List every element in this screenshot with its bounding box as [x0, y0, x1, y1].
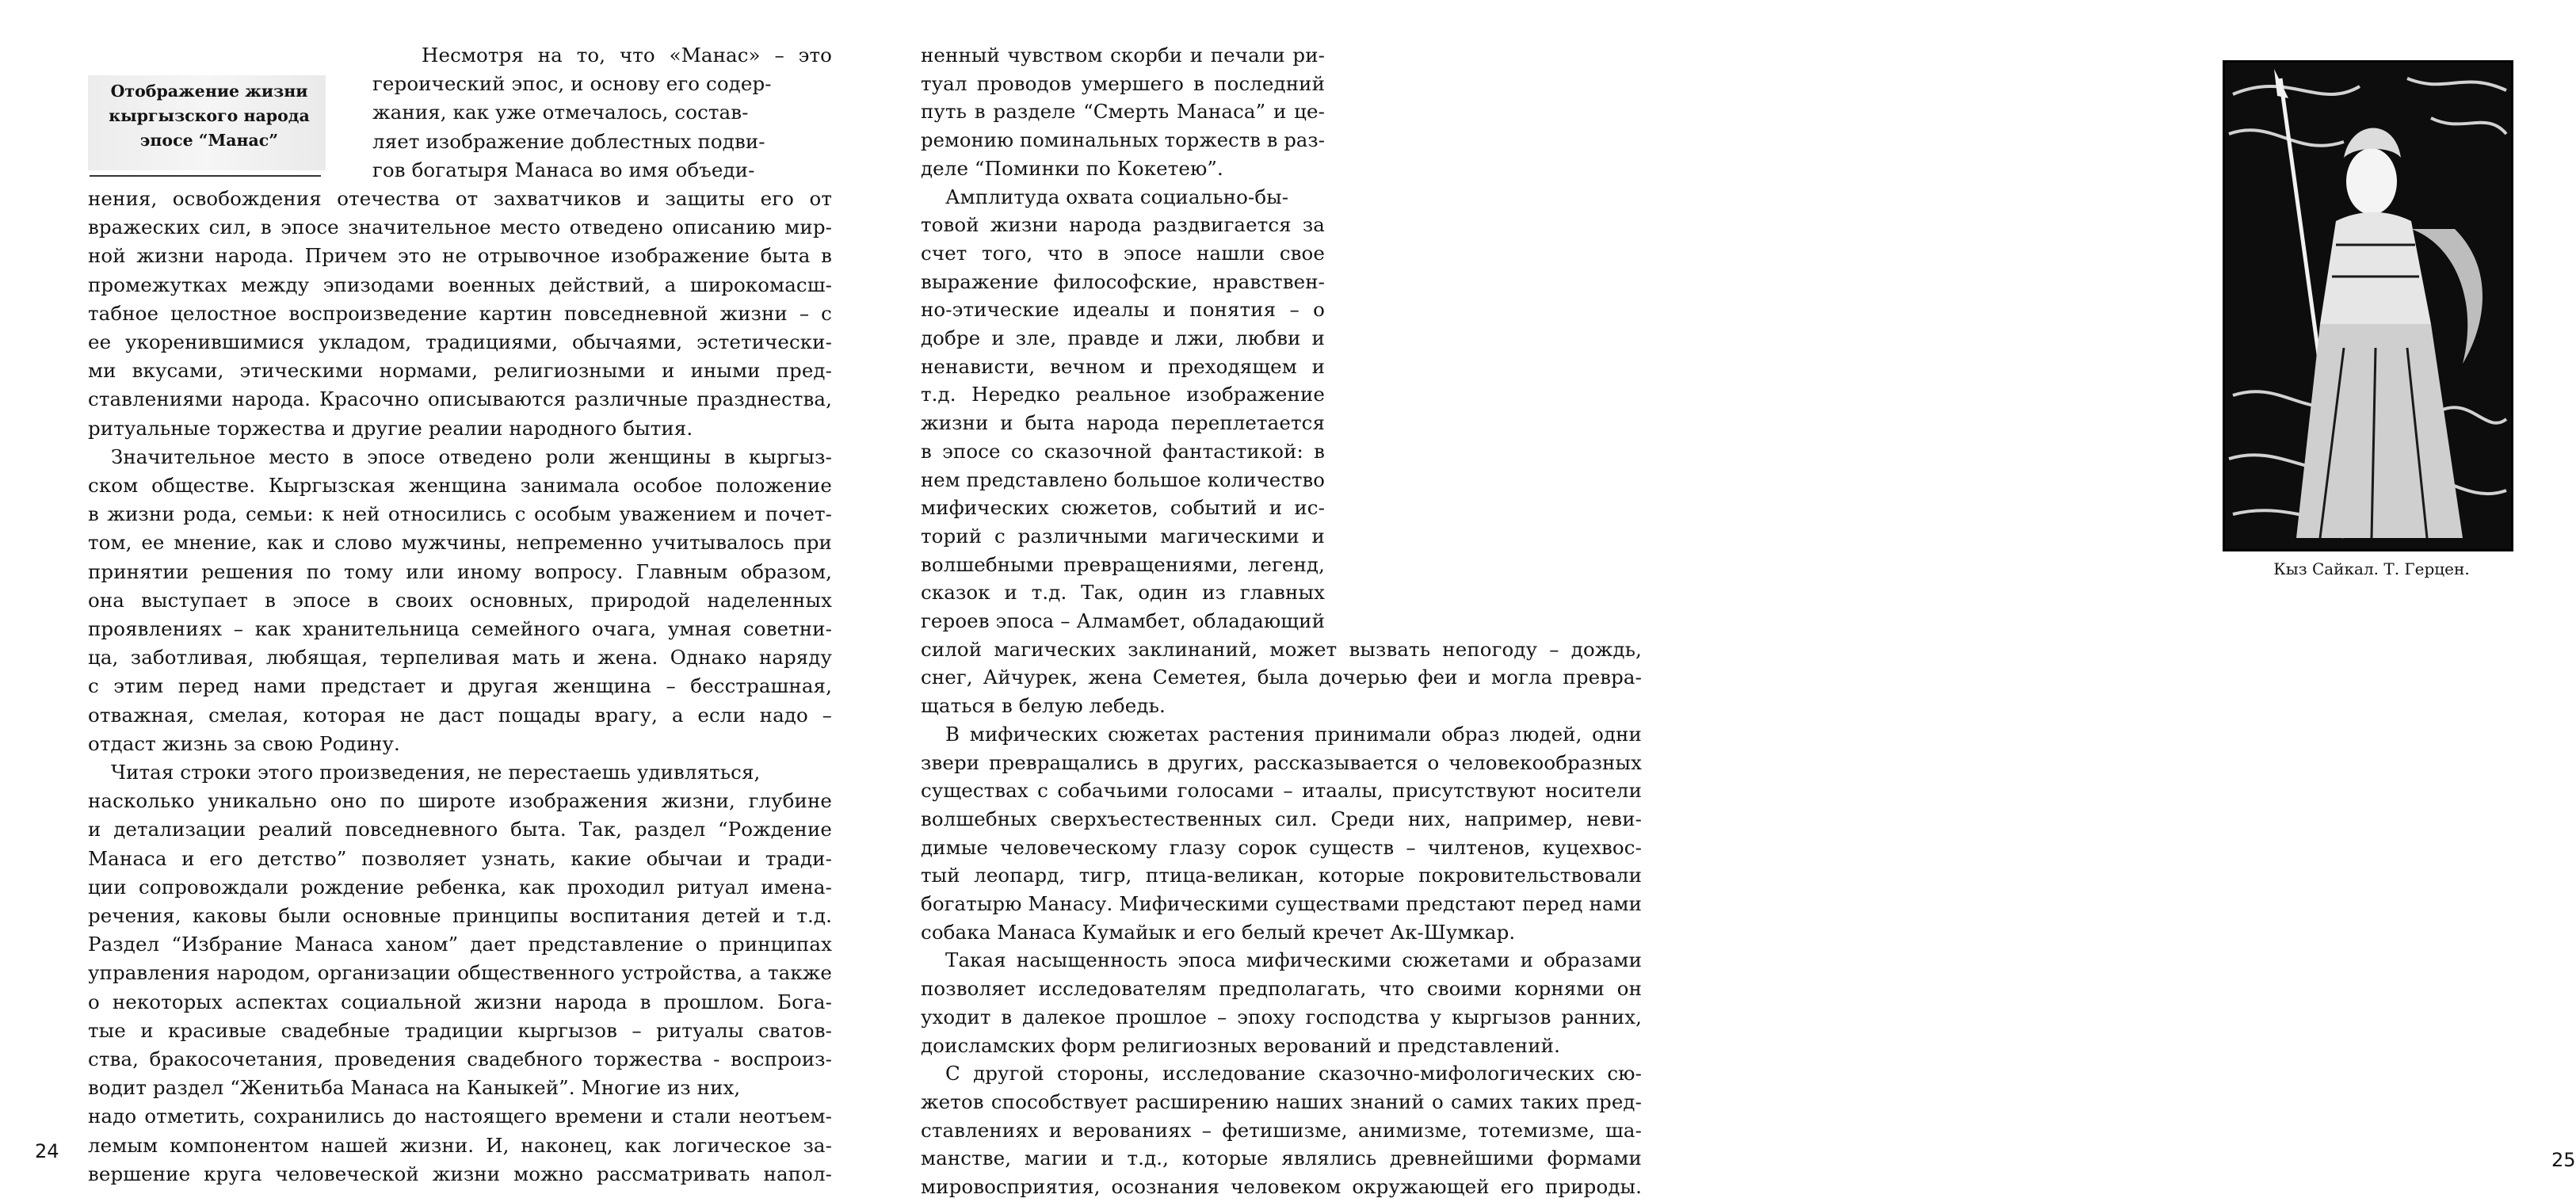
text-line: ненный чувством скорби и печали ри-	[921, 44, 1325, 67]
text-line: мировосприятия, осознания человеком окружающей его природы.	[921, 1175, 1642, 1198]
text-line: Манаса и его детство” позволяет узнать, какие обычаи и тради-	[88, 846, 832, 870]
text-line: ском обществе. Кыргызская женщина занимала особое положение	[88, 474, 832, 497]
text-line: речения, каковы были основные принципы воспитания детей и т.д.	[88, 904, 832, 927]
text-line: волшебными превращениями, легенд,	[921, 552, 1325, 576]
text-line: ставлениями народа. Красочно описываются различные празднества,	[88, 387, 832, 411]
text-line: героический эпос, и основу его содер-	[372, 72, 772, 96]
text-line: С другой стороны, исследование сказочно-мифологических сю-	[945, 1062, 1642, 1086]
text-line: ляет изображение доблестных подви-	[372, 129, 765, 153]
text-line: Раздел “Избрание Манаса ханом” дает представление о принципах	[88, 933, 832, 956]
text-line: уходит в далекое прошлое – эпоху господства у кыргызов ранних,	[921, 1005, 1642, 1028]
text-line: о некоторых аспектах социальной жизни народа в прошлом. Бога-	[88, 990, 832, 1013]
text-line: в жизни рода, семьи: к ней относились с особым уважением и почет-	[88, 502, 832, 526]
text-line: насколько уникально оно по широте изображения жизни, глубине	[88, 789, 832, 813]
text-line: богатырю Манасу. Мифическими существами предстают перед нами	[921, 892, 1642, 915]
text-line: жания, как уже отмечалось, состав-	[372, 101, 749, 124]
text-line: сказок и т.д. Так, один из главных	[921, 581, 1325, 605]
text-line: она выступает в эпосе в своих основных, природой наделенных	[88, 588, 832, 612]
text-line: ной жизни народа. Причем это не отрывочное изображение быта в	[88, 244, 832, 268]
text-line: Такая насыщенность эпоса мифическими сюжетами и образами	[945, 948, 1642, 972]
text-line: позволяет исследователям предполагать, что своими корнями он	[921, 977, 1642, 1001]
text-line: героев эпоса – Алмамбет, обладающий	[921, 609, 1325, 632]
text-line: ции сопровождали рождение ребенка, как проходил ритуал имена-	[88, 875, 832, 899]
text-line: собака Манаса Кумайык и его белый кречет Ак-Шумкар.	[921, 920, 1516, 944]
text-line: мифических сюжетов, событий и ис-	[921, 496, 1325, 520]
text-line: лемым компонентом нашей жизни. И, наконец, как логическое за-	[88, 1133, 832, 1157]
text-line: щаться в белую лебедь.	[921, 694, 1166, 718]
text-line: торий с различными магическими и	[921, 524, 1325, 548]
text-line: Читая строки этого произведения, не перестаешь удивляться,	[111, 761, 761, 784]
text-line: отдаст жизнь за свою Родину.	[88, 731, 400, 755]
text-line: т.д. Нередко реальное изображение	[921, 383, 1325, 406]
text-line: туал проводов умершего в последний	[921, 71, 1325, 95]
text-line: гов богатыря Манаса во имя объеди-	[372, 158, 755, 181]
text-line: манстве, магии и т.д., которые являлись древнейшими формами	[921, 1147, 1642, 1170]
text-line: тый леопард, тигр, птица-великан, которые покровительствовали	[921, 864, 1642, 887]
text-line: снег, Айчурек, жена Семетея, была дочерью феи и могла превра-	[921, 666, 1642, 689]
text-line: ми вкусами, этическими нормами, религиозными и иными пред-	[88, 359, 832, 383]
text-line: тые и красивые свадебные традиции кыргызов – ритуалы сватов-	[88, 1018, 832, 1042]
text-line: выражение философские, нравствен-	[921, 269, 1325, 293]
text-line: ненависти, вечном и преходящем и	[921, 354, 1325, 378]
text-line: ставлениях и верованиях – фетишизме, анимизме, тотемизме, ша-	[921, 1118, 1642, 1142]
illustration-kyz-saikal	[2223, 60, 2513, 551]
text-line: нения, освобождения отечества от захватчиков и защиты его от	[88, 187, 832, 210]
text-line: димые человеческому глазу сорок существ – чилтенов, куцехвос-	[921, 835, 1642, 859]
text-line: с этим перед нами предстает и другая женщина – бесстрашная,	[88, 674, 832, 698]
right-page	[872, 0, 2576, 1202]
page-number: 25	[2551, 1149, 2576, 1171]
text-line: табное целостное воспроизведение картин повседневной жизни – с	[88, 301, 832, 325]
text-line: водит раздел “Женитьба Манаса на Каныкей”. Многие из них,	[88, 1076, 741, 1100]
text-line: Значительное место в эпосе отведено роли женщины в кыргыз-	[111, 445, 832, 468]
text-line: существах с собачьими голосами – итаалы, присутствуют носители	[921, 779, 1642, 803]
text-line: добре и зле, правде и лжи, любви и	[921, 326, 1325, 349]
text-line: в эпосе со сказочной фантастикой: в	[921, 439, 1325, 463]
text-line: путь в разделе “Смерть Манаса” и це-	[921, 100, 1325, 124]
text-line: Амплитуда охвата социально-бы-	[945, 185, 1289, 208]
text-line: ства, бракосочетания, проведения свадебного торжества - воспроиз-	[88, 1047, 832, 1070]
text-line: управления народом, организации общественного устройства, а также	[88, 961, 832, 985]
illustration-caption: Кыз Сайкал. Т. Герцен.	[2273, 559, 2470, 578]
sidebar-heading	[93, 79, 325, 153]
text-line: силой магических заклинаний, может вызвать непогоду – дождь,	[921, 637, 1642, 661]
text-line: и детализации реалий повседневного быта. Так, раздел “Рождение	[88, 818, 832, 841]
text-line: проявлениях – как хранительница семейного очага, умная советни-	[88, 617, 832, 640]
text-line: том, ее мнение, как и слово мужчины, непременно учитывалось при	[88, 531, 832, 555]
text-line: Несмотря на то, что «Манас» – это	[422, 44, 832, 67]
woodcut-warrior-woman-icon	[2225, 63, 2511, 549]
text-line: звери превращались в других, рассказывается о человекообразных	[921, 750, 1642, 774]
text-line: ремонию поминальных торжеств в раз-	[921, 129, 1325, 152]
sidebar-rule	[90, 175, 321, 177]
text-line: В мифических сюжетах растения принимали образ людей, одни	[945, 722, 1642, 746]
text-line: надо отметить, сохранились до настоящего времени и стали неотъем-	[88, 1105, 832, 1128]
text-line: принятии решения по тому или иному вопросу. Главным образом,	[88, 559, 832, 583]
text-line: вершение круга человеческой жизни можно рассматривать напол-	[88, 1162, 832, 1185]
sidebar-heading-line: Отображение жизни	[110, 82, 308, 101]
text-line: жетов способствует расширению наших знаний о самих таких пред-	[921, 1089, 1642, 1113]
sidebar-heading-line: эпосе “Манас”	[139, 131, 279, 150]
left-page	[0, 0, 872, 1202]
text-line: ее укоренившимися укладом, традициями, обычаями, эстетически-	[88, 330, 832, 353]
text-line: волшебных сверхъестественных сил. Среди них, например, неви-	[921, 807, 1642, 830]
text-line: отважная, смелая, которая не даст пощады врагу, а если надо –	[88, 703, 832, 727]
text-line: но-этические идеалы и понятия – о	[921, 298, 1325, 322]
text-line: товой жизни народа раздвигается за	[921, 213, 1325, 237]
text-line: счет того, что в эпосе нашли свое	[921, 241, 1325, 265]
text-line: ца, заботливая, любящая, терпеливая мать и жена. Однако наряду	[88, 646, 832, 670]
text-line: нем представлено большое количество	[921, 467, 1325, 491]
text-line: вражеских сил, в эпосе значительное место отведено описанию мир-	[88, 216, 832, 239]
text-line: промежутках между эпизодами военных действий, а широкомасш-	[88, 273, 832, 296]
text-line: жизни и быта народа переплетается	[921, 411, 1325, 435]
text-line: ритуальные торжества и другие реалии народного бытия.	[88, 416, 693, 440]
text-line: доисламских форм религиозных верований и представлений.	[921, 1033, 1560, 1057]
text-line: деле “Поминки по Кокетею”.	[921, 156, 1223, 180]
page-number: 24	[35, 1140, 59, 1162]
sidebar-heading-line: кыргызского народа	[109, 106, 310, 125]
